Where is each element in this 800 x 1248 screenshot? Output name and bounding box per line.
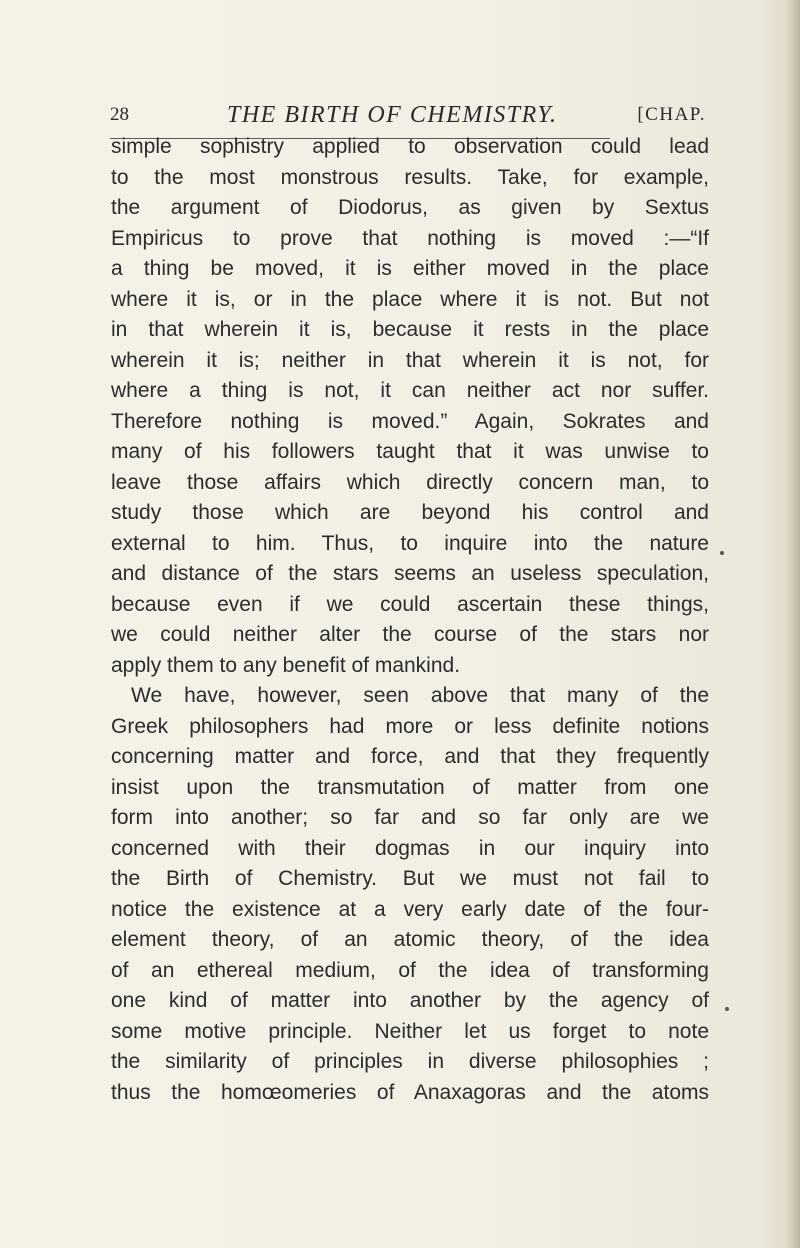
text-line: the similarity of principles in diverse philosophies ; bbox=[111, 1050, 709, 1073]
text-line: many of his followers taught that it was unwise to bbox=[111, 440, 709, 463]
text-line: external to him. Thus, to inquire into the nature bbox=[111, 531, 709, 555]
running-title: THE BIRTH OF CHEMISTRY. bbox=[227, 102, 558, 128]
paragraph-end-line: apply them to any benefit of mankind. bbox=[111, 653, 461, 677]
text-line: because even if we could ascertain these things, bbox=[111, 592, 709, 616]
text-line: where a thing is not, it can neither act nor suffer. bbox=[111, 379, 709, 402]
text-line: form into another; so far and so far only are we bbox=[111, 806, 709, 829]
text-line: thus the homœomeries of Anaxagoras and the atoms bbox=[111, 1080, 709, 1104]
text-line: and distance of the stars seems an useless speculation, bbox=[111, 562, 709, 585]
text-line: where it is, or in the place where it is not. But not bbox=[111, 287, 709, 311]
text-line: concerning matter and force, and that they frequently bbox=[111, 745, 709, 768]
text-line: to the most monstrous results. Take, for example, bbox=[111, 165, 709, 189]
text-line: one kind of matter into another by the agency of bbox=[111, 989, 709, 1012]
text-line: simple sophistry applied to observation could lead bbox=[111, 135, 709, 158]
paragraph-start-line: We have, however, seen above that many of the bbox=[131, 684, 709, 707]
page-number: 28 bbox=[110, 104, 129, 125]
text-line: of an ethereal medium, of the idea of transforming bbox=[111, 958, 709, 982]
text-line: Empiricus to prove that nothing is moved :—“If bbox=[111, 226, 709, 250]
text-line: wherein it is; neither in that wherein it is not, for bbox=[111, 348, 709, 372]
text-line: the Birth of Chemistry. But we must not fail to bbox=[111, 867, 709, 890]
text-line: notice the existence at a very early date of the four- bbox=[111, 897, 709, 921]
text-line: some motive principle. Neither let us forget to note bbox=[111, 1019, 709, 1043]
text-line: element theory, of an atomic theory, of the idea bbox=[111, 928, 709, 951]
text-line: in that wherein it is, because it rests in the place bbox=[111, 318, 709, 341]
text-line: a thing be moved, it is either moved in the place bbox=[111, 257, 709, 280]
text-line: study those which are beyond his control and bbox=[111, 501, 709, 524]
page-edge-shadow bbox=[784, 0, 800, 1248]
text-line: the argument of Diodorus, as given by Sextus bbox=[111, 196, 709, 219]
text-line: Therefore nothing is moved.” Again, Sokrates and bbox=[111, 409, 709, 433]
text-line: we could neither alter the course of the stars nor bbox=[111, 623, 709, 646]
text-line: insist upon the transmutation of matter from one bbox=[111, 775, 709, 799]
margin-speck bbox=[720, 551, 724, 555]
chapter-label: [CHAP. bbox=[637, 104, 706, 125]
text-line: Greek philosophers had more or less definite notions bbox=[111, 714, 709, 738]
text-line: concerned with their dogmas in our inquiry into bbox=[111, 836, 709, 860]
margin-speck bbox=[725, 1007, 729, 1011]
body-text bbox=[111, 132, 709, 1108]
text-line: leave those affairs which directly concern man, to bbox=[111, 470, 709, 494]
